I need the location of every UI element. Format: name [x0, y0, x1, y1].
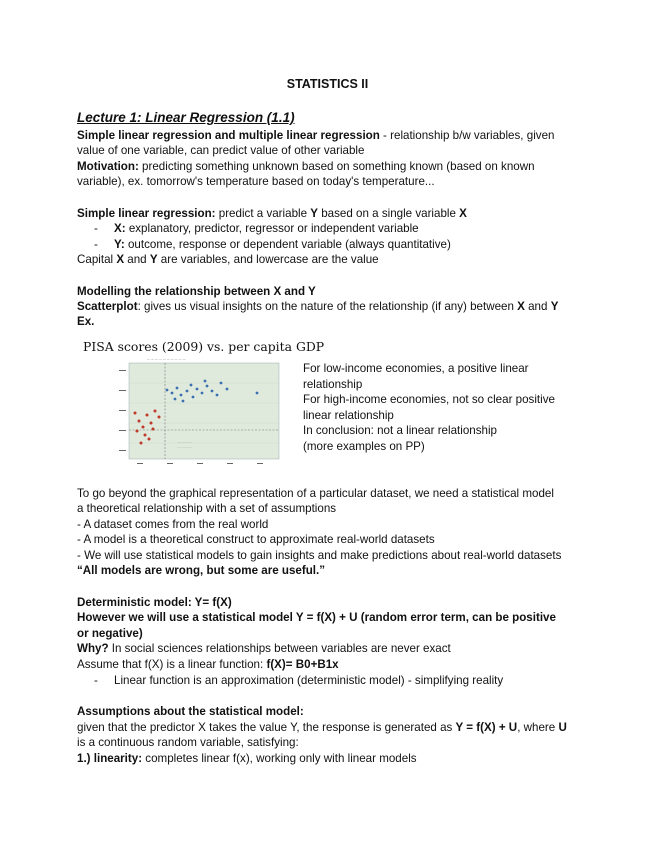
scatterplot-label: Scatterplot [77, 300, 138, 313]
bullet-dash: - [94, 222, 98, 235]
slr-label: Simple linear regression: [77, 207, 216, 220]
intro-line-2: value of one variable, can predict value of other variable [77, 144, 365, 157]
deterministic-heading: Deterministic model: Y= f(X) [77, 596, 232, 609]
intro-term: Simple linear regression and multiple linear regression [77, 129, 380, 142]
scatterplot-text: : gives us visual insights on the nature of the relationship (if any) between [137, 300, 518, 313]
slr-var-y: Y [310, 207, 318, 220]
beyond-line-4: - A model is a theoretical construct to approximate real-world datasets [77, 533, 435, 546]
assumptions-var-u: U [558, 721, 567, 734]
scatterplot-line [77, 299, 558, 314]
assumptions-text-b: , where [517, 721, 559, 734]
capital-note-y: Y [149, 253, 158, 266]
linear-approx-text: Linear function is an approximation (deterministic model) - simplifying reality [114, 674, 504, 687]
bullet-x [94, 221, 419, 236]
lecture-heading [77, 110, 295, 126]
linearity-line [77, 751, 417, 766]
slr-definition [77, 206, 467, 221]
capital-note [77, 252, 379, 267]
why-line [77, 641, 451, 656]
assumptions-line-2 [77, 720, 567, 735]
bullet-y-text: outcome, response or dependent variable (always quantitative) [124, 238, 451, 251]
assumptions-heading: Assumptions about the statistical model: [77, 705, 304, 718]
slr-var-x: X [459, 207, 467, 220]
capital-note-x: X [116, 253, 125, 266]
intro-line-1 [77, 128, 554, 143]
why-label: Why? [77, 642, 109, 655]
figure-note-4: linear relationship [303, 409, 394, 422]
linear-approx-bullet [94, 673, 503, 688]
figure-note-3: For high-income economies, not so clear positive [303, 393, 555, 406]
why-text: In social sciences relationships between variables are never exact [108, 642, 451, 655]
beyond-line-2: a theoretical relationship with a set of assumptions [77, 502, 337, 515]
figure-note-6: (more examples on PP) [303, 440, 425, 453]
beyond-line-3: - A dataset comes from the real world [77, 518, 269, 531]
scatterplot-x: X [517, 300, 525, 313]
bullet-x-text: explanatory, predictor, regressor or independent variable [125, 222, 419, 235]
svg-text:················: ················ [177, 440, 193, 444]
linearity-text: completes linear f(x), working only with linear models [142, 752, 417, 765]
assume-line [77, 657, 339, 672]
intro-line-1-rest: - relationship b/w variables, given [379, 129, 555, 142]
scatterplot-and: and [524, 300, 551, 313]
capital-note-a: Capital [77, 253, 117, 266]
figure-note-2: relationship [303, 378, 363, 391]
svg-text:— — — — — — — — — —: — — — — — — — — — — [147, 357, 186, 361]
slr-text-b: based on a single variable [318, 207, 460, 220]
statistical-model-line-2: or negative) [77, 627, 143, 640]
example-label: Ex. [77, 315, 95, 328]
assume-text: Assume that f(X) is a linear function: [77, 658, 267, 671]
slr-text-a: predict a variable [215, 207, 311, 220]
lecture-heading-text: Lecture 1: Linear Regression (1.1) [77, 110, 295, 125]
intro-line-3 [77, 159, 535, 174]
assumptions-formula: Y = f(X) + U [455, 721, 518, 734]
intro-line-4: variable), ex. tomorrow's temperature based on today's temperature... [77, 175, 435, 188]
beyond-line-1: To go beyond the graphical representation of a particular dataset, we need a statistical model [77, 487, 554, 500]
bullet-dash: - [94, 674, 98, 687]
modelling-heading: Modelling the relationship between X and Y [77, 285, 316, 298]
svg-text:················: ················ [177, 445, 193, 449]
motivation-text: predicting something unknown based on something known (based on known [138, 160, 535, 173]
bullet-y-label: Y: [114, 238, 125, 251]
bullet-y [94, 237, 451, 252]
figure-note-1: For low-income economies, a positive linear [303, 362, 529, 375]
assumptions-line-3: is a continuous random variable, satisfying: [77, 736, 299, 749]
statistical-model-line-1: However we will use a statistical model Y = f(X) + U (random error term, can be positive [77, 611, 556, 624]
capital-note-b: and [124, 253, 150, 266]
motivation-label: Motivation: [77, 160, 139, 173]
figure-title: PISA scores (2009) vs. per capita GDP [83, 339, 325, 354]
page-title: STATISTICS II [286, 77, 369, 91]
models-quote: “All models are wrong, but some are useful.” [77, 564, 326, 577]
figure-note-5: In conclusion: not a linear relationship [303, 424, 497, 437]
beyond-line-5: - We will use statistical models to gain insights and make predictions about real-world datasets [77, 549, 562, 562]
assumptions-text-a: given that the predictor X takes the value Y, the response is generated as [77, 721, 456, 734]
linearity-label: 1.) linearity: [77, 752, 143, 765]
assume-formula: f(X)= B0+B1x [266, 658, 339, 671]
bullet-x-label: X: [114, 222, 126, 235]
scatterplot-y: Y [550, 300, 559, 313]
capital-note-c: are variables, and lowercase are the value [157, 253, 379, 266]
bullet-dash: - [94, 238, 98, 251]
pisa-scatter-image [117, 355, 287, 471]
